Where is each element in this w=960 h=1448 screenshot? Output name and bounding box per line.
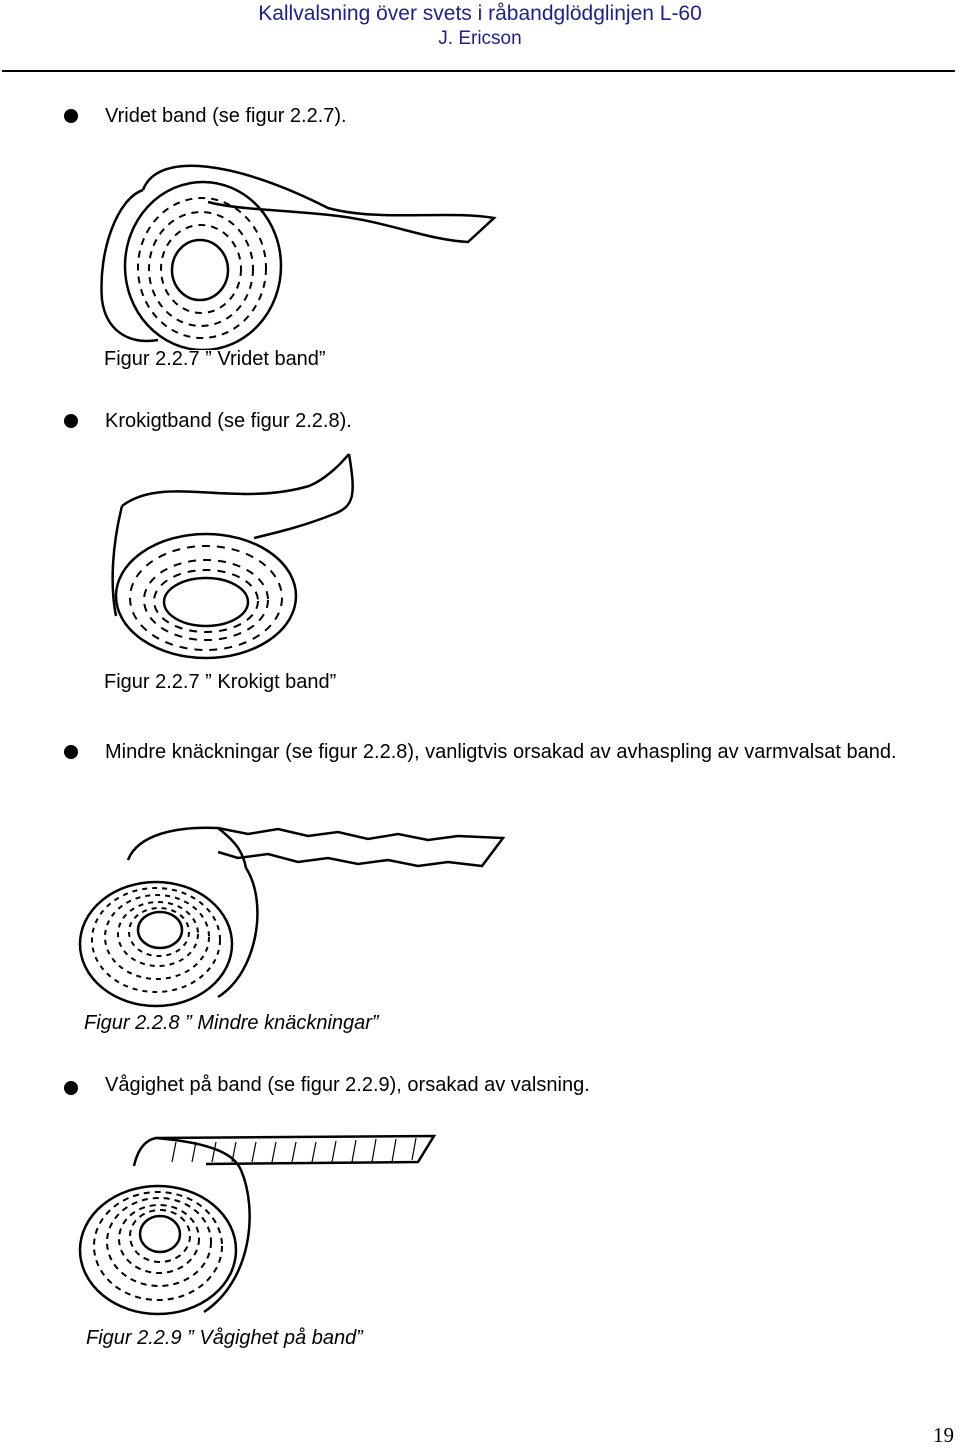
figure-waviness xyxy=(76,1130,436,1320)
list-item-twisted-band: Vridet band (se figur 2.2.7). xyxy=(105,105,347,127)
figure-crooked-band xyxy=(104,446,359,668)
list-item-waviness: Vågighet på band (se figur 2.2.9), orsakad av valsning. xyxy=(105,1074,590,1096)
page-number: 19 xyxy=(933,1423,954,1447)
document-author: J. Ericson xyxy=(438,28,522,49)
figure-twisted-band xyxy=(88,140,498,350)
header-divider xyxy=(2,70,955,72)
figure-minor-kinks xyxy=(68,812,523,1008)
document-title: Kallvalsning över svets i råbandglödglinjen L-60 xyxy=(258,2,702,25)
list-item-crooked-band: Krokigtband (se figur 2.2.8). xyxy=(105,410,352,432)
crooked-band-illustration xyxy=(104,446,359,668)
bullet-icon xyxy=(64,414,78,428)
bullet-icon xyxy=(64,109,78,123)
bullet-icon xyxy=(64,745,78,759)
figure-caption: Figur 2.2.8 ” Mindre knäckningar” xyxy=(84,1012,379,1034)
twisted-band-illustration xyxy=(88,140,498,350)
minor-kinks-illustration xyxy=(68,812,523,1008)
list-item-minor-kinks: Mindre knäckningar (se figur 2.2.8), vanligtvis orsakad av avhaspling av varmvalsat band. xyxy=(105,741,897,763)
figure-caption: Figur 2.2.7 ” Vridet band” xyxy=(104,348,326,370)
figure-caption: Figur 2.2.7 ” Krokigt band” xyxy=(104,671,337,693)
bullet-icon xyxy=(64,1081,78,1095)
waviness-illustration xyxy=(76,1130,436,1320)
figure-caption: Figur 2.2.9 ” Vågighet på band” xyxy=(86,1327,363,1349)
